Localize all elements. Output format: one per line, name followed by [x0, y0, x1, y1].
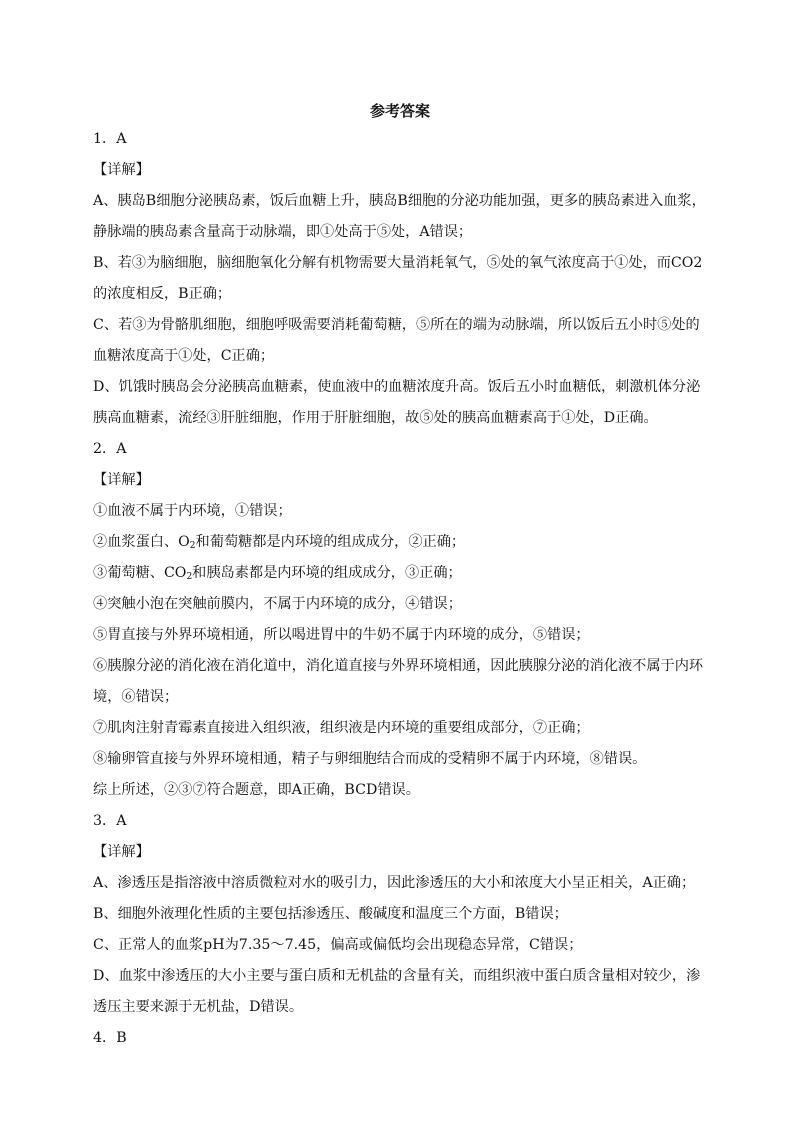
q2-item-6-line1: ⑥胰腺分泌的消化液在消化道中，消化道直接与外界环境相通，因此胰腺分泌的消化液不属于内环 — [93, 658, 704, 674]
q1-option-a-line1: A、胰岛B细胞分泌胰岛素，饭后血糖上升，胰岛B细胞的分泌功能加强，更多的胰岛素进入血浆， — [93, 193, 706, 209]
q2-number: 2．A — [93, 441, 127, 457]
q2-item-6-line2: 境，⑥错误； — [93, 689, 179, 705]
q3-option-a: A、渗透压是指溶液中溶质微粒对水的吸引力，因此渗透压的大小和浓度大小呈正相关，A正确； — [93, 875, 696, 891]
q1-option-c-line2: 血糖浓度高于①处，C正确； — [93, 348, 275, 364]
q1-option-a-line2: 静脉端的胰岛素含量高于动脉端，即①处高于⑤处，A错误； — [93, 224, 473, 240]
q2-item-4: ④突触小泡在突触前膜内，不属于内环境的成分，④错误； — [93, 596, 462, 612]
q4-number: 4．B — [93, 1030, 127, 1046]
q3-option-c: C、正常人的血浆pH为7.35～7.45，偏高或偏低均会出现稳态异常，C错误； — [93, 937, 583, 953]
q3-option-d-line2: 透压主要来源于无机盐，D错误。 — [93, 999, 304, 1015]
q2-item-2: ②血浆蛋白、$O_2$和葡萄糖都是内环境的组成成分，②正确； — [93, 534, 466, 551]
q1-option-d-line2: 胰高血糖素，流经③肝脏细胞，作用于肝脏细胞，故⑤处的胰高血糖素高于①处，D正确。 — [93, 410, 658, 426]
q3-detail-heading: 【详解】 — [93, 844, 150, 860]
q3-option-d-line1: D、血浆中渗透压的大小主要与蛋白质和无机盐的含量有关，而组织液中蛋白质含量相对较少，渗 — [93, 968, 701, 984]
q1-option-d-line1: D、饥饿时胰岛会分泌胰高血糖素，使血液中的血糖浓度升高。饭后五小时血糖低，刺激机体分泌 — [93, 379, 701, 395]
q2-item-7: ⑦肌肉注射青霉素直接进入组织液，组织液是内环境的重要组成部分，⑦正确； — [93, 720, 590, 736]
q2-item-5: ⑤胃直接与外界环境相通，所以喝进胃中的牛奶不属于内环境的成分，⑤错误； — [93, 627, 590, 643]
q2-item-1: ①血液不属于内环境，①错误； — [93, 503, 292, 519]
q2-item-8: ⑧输卵管直接与外界环境相通，精子与卵细胞结合而成的受精卵不属于内环境，⑧错误。 — [93, 751, 647, 767]
q1-option-c-line1: C、若③为骨骼肌细胞，细胞呼吸需要消耗葡萄糖，⑤所在的端为动脉端，所以饭后五小时⑤处的 — [93, 317, 700, 333]
q2-item-3: ③葡萄糖、$CO_2$和胰岛素都是内环境的组成成分，③正确； — [93, 565, 462, 582]
q1-option-b-line1: B、若③为脑细胞，脑细胞氧化分解有机物需要大量消耗氧气，⑤处的氧气浓度高于①处，而CO2 — [93, 255, 703, 271]
page-title: 参考答案 — [369, 102, 430, 120]
q1-number: 1．A — [93, 131, 127, 147]
q3-option-b: B、细胞外液理化性质的主要包括渗透压、酸碱度和温度三个方面，B错误； — [93, 906, 568, 922]
q2-detail-heading: 【详解】 — [93, 472, 150, 488]
q2-summary: 综上所述，②③⑦符合题意，即A正确，BCD错误。 — [93, 782, 420, 798]
q1-option-b-line2: 的浓度相反，B正确； — [93, 286, 232, 302]
q1-detail-heading: 【详解】 — [93, 162, 150, 178]
q3-number: 3．A — [93, 813, 127, 829]
